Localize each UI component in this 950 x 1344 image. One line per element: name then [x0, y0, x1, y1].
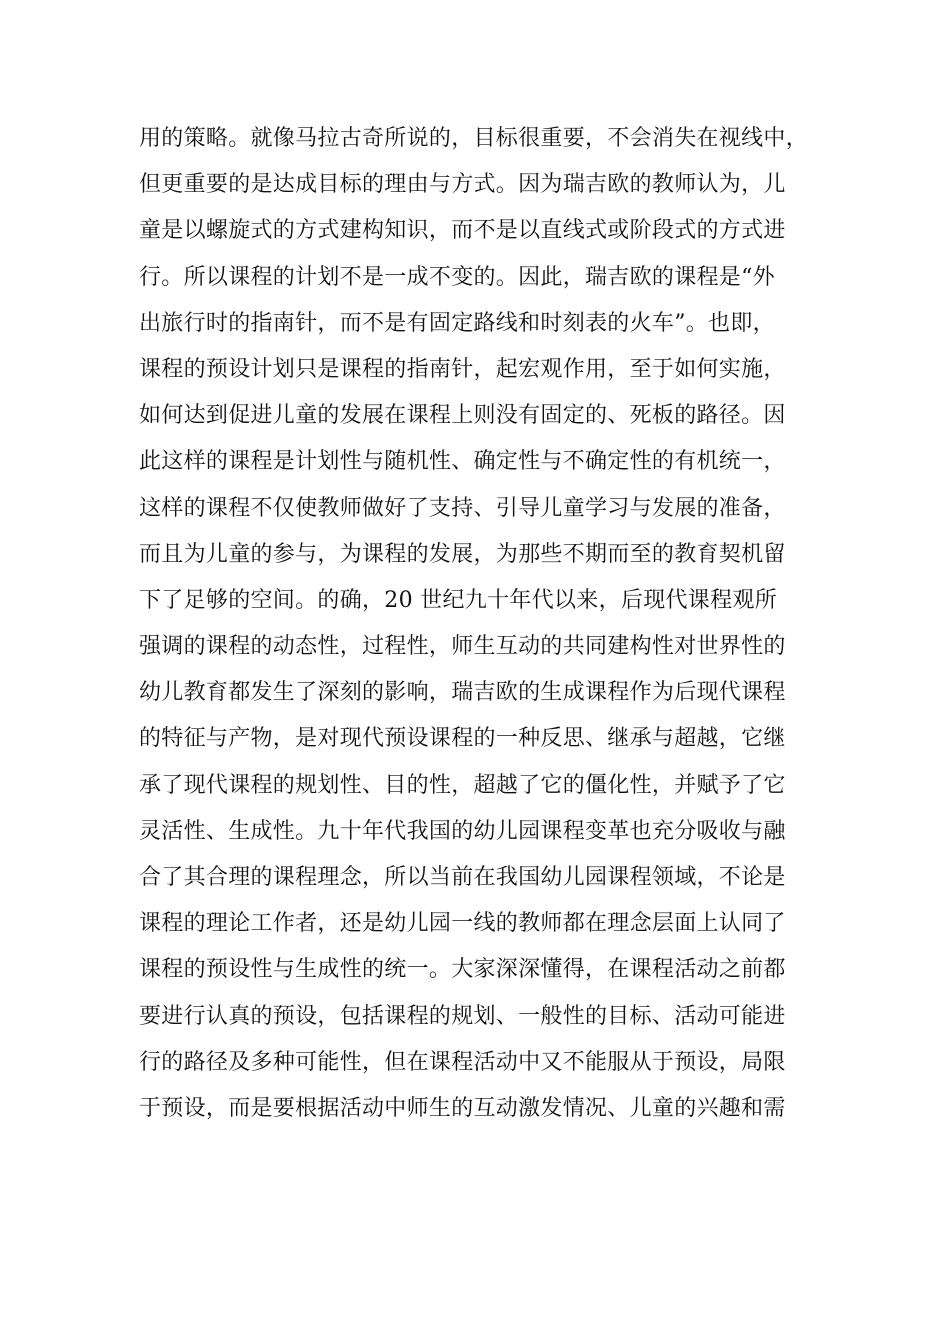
- text-line: 的特征与产物，是对现代预设课程的一种反思、继承与超越，它继: [139, 726, 786, 752]
- text-line: 行的路径及多种可能性，但在课程活动中又不能服从于预设，局限: [139, 1049, 786, 1075]
- text-line: 合了其合理的课程理念，所以当前在我国幼儿园课程领域，不论是: [139, 865, 786, 890]
- text-line: 行。所以课程的计划不是一成不变的。因此，瑞吉欧的课程是“外: [139, 264, 775, 290]
- text-line: 于预设，而是要根据活动中师生的互动激发情况、儿童的兴趣和需: [139, 1095, 786, 1121]
- text-line: 强调的课程的动态性，过程性，师生互动的共同建构性对世界性的: [139, 634, 786, 660]
- text-line: 课程的预设计划只是课程的指南针，起宏观作用，至于如何实施，: [139, 356, 786, 382]
- text-line: 灵活性、生成性。九十年代我国的幼儿园课程变革也充分吸收与融: [139, 818, 786, 844]
- text-line: 课程的预设性与生成性的统一。大家深深懂得，在课程活动之前都: [139, 957, 786, 983]
- text-line: 承了现代课程的规划性、目的性，超越了它的僵化性，并赋予了它: [139, 772, 786, 798]
- text-line: 要进行认真的预设，包括课程的规划、一般性的目标、活动可能进: [139, 1003, 786, 1029]
- text-line: 如何达到促进儿童的发展在课程上则没有固定的、死板的路径。因: [139, 403, 786, 429]
- text-line: 这样的课程不仅使教师做好了支持、引导儿童学习与发展的准备，: [139, 495, 786, 521]
- text-line: 但更重要的是达成目标的理由与方式。因为瑞吉欧的教师认为，儿: [139, 172, 786, 198]
- text-line: 而且为儿童的参与，为课程的发展，为那些不期而至的教育契机留: [139, 541, 786, 567]
- text-line: 下了足够的空间。的确，20 世纪九十年代以来，后现代课程观所: [139, 587, 777, 613]
- text-line: 用的策略。就像马拉古奇所说的，目标很重要，不会消失在视线中，: [139, 126, 809, 151]
- text-line: 课程的理论工作者，还是幼儿园一线的教师都在理念层面上认同了: [139, 911, 786, 937]
- text-line: 此这样的课程是计划性与随机性、确定性与不确定性的有机统一，: [139, 449, 786, 475]
- text-line: 幼儿教育都发生了深刻的影响，瑞吉欧的生成课程作为后现代课程: [139, 680, 786, 706]
- text-line: 出旅行时的指南针，而不是有固定路线和时刻表的火车”。也即，: [139, 310, 775, 336]
- body-text: [139, 116, 829, 1132]
- text-line: 童是以螺旋式的方式建构知识，而不是以直线式或阶段式的方式进: [139, 218, 786, 244]
